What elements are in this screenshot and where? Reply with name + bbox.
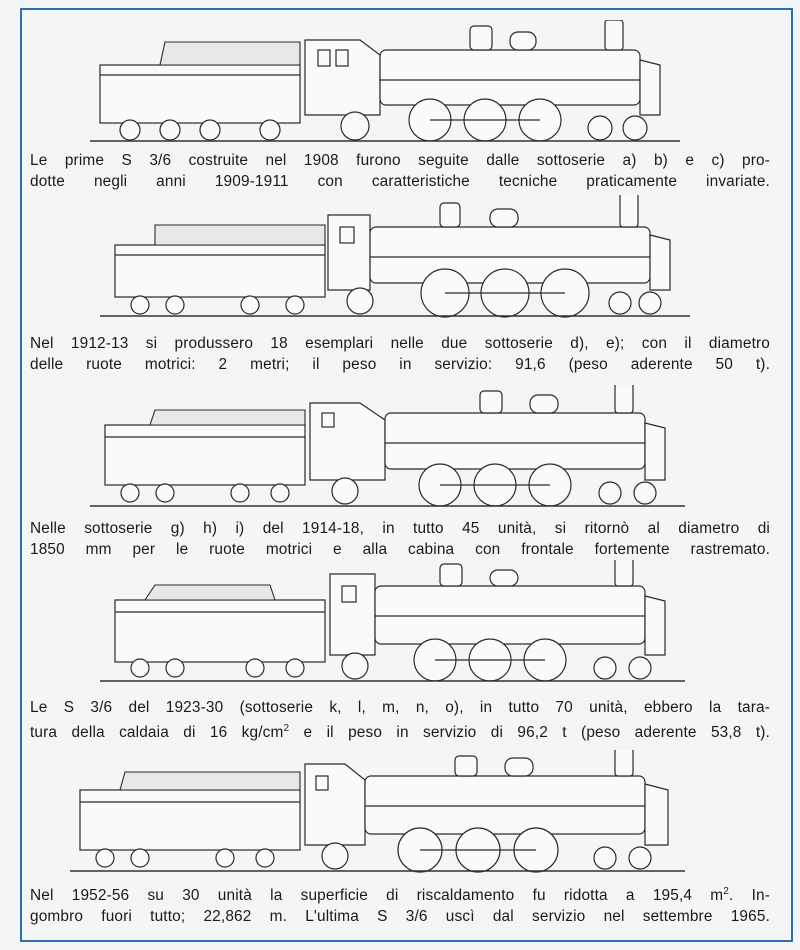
caption-1952-line-1a: Nel 1952-56 su 30 unità la superficie di riscaldamento fu ridotta a 195,4 m (30, 887, 724, 905)
locomotive-1914-drawing (60, 385, 760, 510)
locomotive-1908-svg (60, 20, 760, 145)
caption-1952-line-2: gombro fuori tutto; 22,862 m. L'ultima S 3/6 uscì dal servizio nel settembre 1965. (30, 908, 770, 926)
locomotive-1908-drawing (60, 20, 760, 145)
locomotive-1914-svg (60, 385, 760, 510)
caption-1908 (30, 150, 770, 192)
caption-1952-line-1 (30, 881, 770, 906)
caption-1908-line-2: dotte negli anni 1909-1911 con caratteristiche tecniche praticamente invariate. (30, 173, 770, 190)
caption-1912-line-1: Nel 1912-13 si produssero 18 esemplari nelle due sottoserie d), e); con il diametro (30, 335, 770, 352)
caption-1923-line-2b: e il peso in servizio di 96,2 t (peso aderente 53,8 t). (289, 724, 770, 742)
locomotive-1952-svg (60, 750, 760, 875)
locomotive-1923-svg (60, 560, 760, 685)
caption-1914 (30, 518, 770, 560)
caption-1912-line-2: delle ruote motrici: 2 metri; il peso in servizio: 91,6 (peso aderente 50 t). (30, 356, 770, 373)
locomotive-1912-svg (60, 195, 760, 320)
caption-1923 (30, 697, 770, 743)
caption-1952-sup: 2 (723, 886, 729, 897)
caption-1923-line-2a: tura della caldaia di 16 kg/cm (30, 724, 284, 742)
caption-1923-sup: 2 (283, 723, 290, 734)
caption-1914-line-2: 1850 mm per le ruote motrici e alla cabina con frontale fortemente rastremato. (30, 541, 770, 558)
locomotive-1952-drawing (60, 750, 760, 875)
locomotive-1923-drawing (60, 560, 760, 685)
caption-1923-line-1: Le S 3/6 del 1923-30 (sottoserie k, l, m, n, o), in tutto 70 unità, ebbero la tara- (30, 699, 770, 716)
caption-1952-line-1b: . In- (728, 887, 770, 905)
caption-1923-line-2 (30, 718, 770, 743)
caption-1908-line-1: Le prime S 3/6 costruite nel 1908 furono seguite dalle sottoserie a) b) e c) pro- (30, 152, 770, 169)
locomotive-1912-drawing (60, 195, 760, 320)
caption-1914-line-1: Nelle sottoserie g) h) i) del 1914-18, in tutto 45 unità, si ritornò al diametro di (30, 520, 770, 537)
caption-1912 (30, 333, 770, 375)
caption-1952 (30, 881, 770, 927)
